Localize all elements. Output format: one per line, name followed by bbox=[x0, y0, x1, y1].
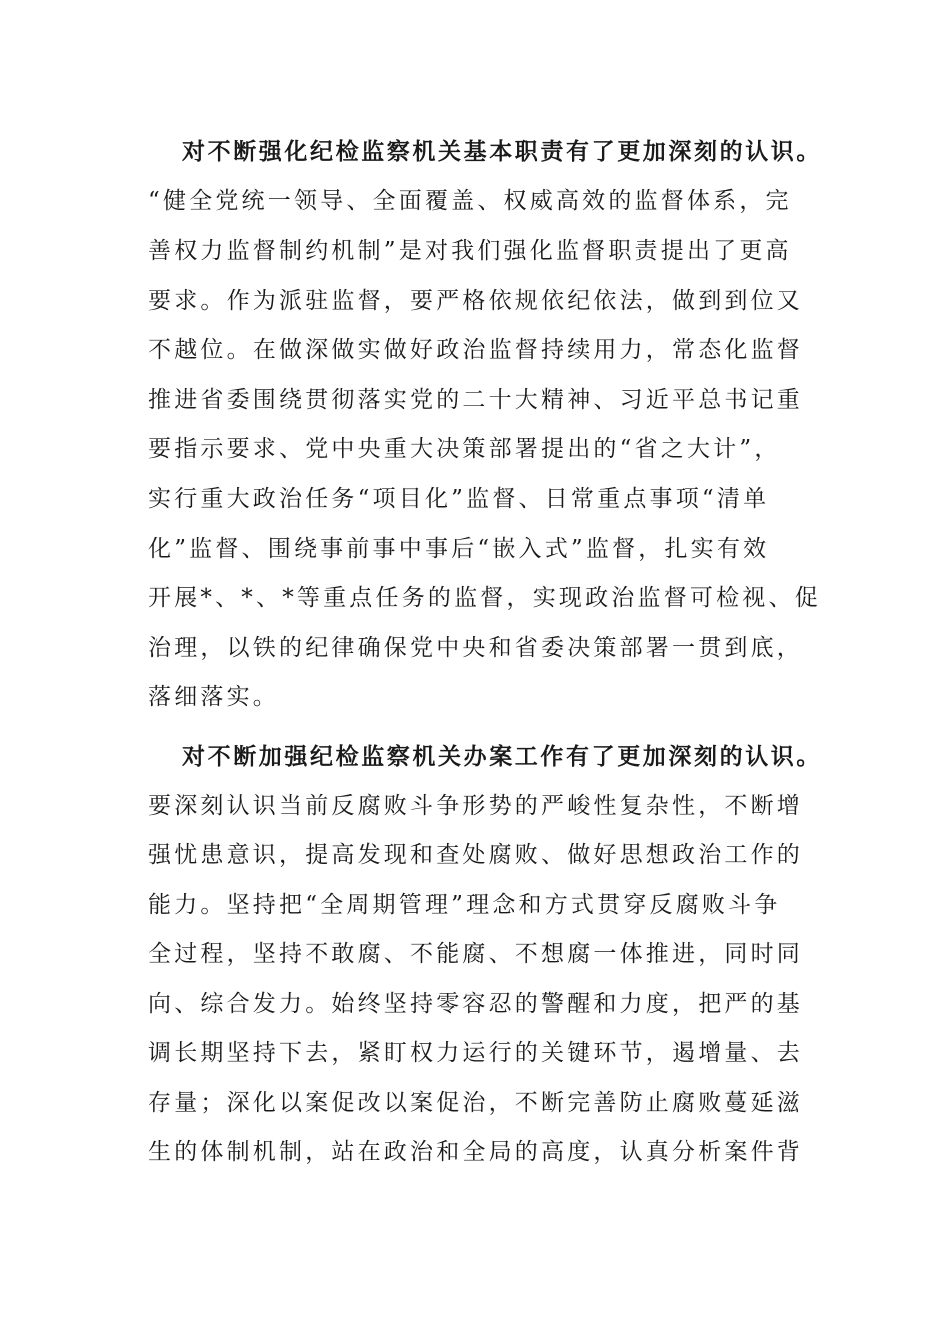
paragraph-1-line: 治理，以铁的纪律确保党中央和省委决策部署一贯到底， bbox=[148, 635, 803, 661]
paragraph-2-line: 向、综合发力。始终坚持零容忍的警醒和力度，把严的基 bbox=[148, 991, 803, 1017]
paragraph-1-line: 善权力监督制约机制”是对我们强化监督职责提出了更高 bbox=[148, 238, 792, 264]
paragraph-1-line: 不越位。在做深做实做好政治监督持续用力，常态化监督 bbox=[148, 337, 803, 363]
paragraph-1-line: 要指示要求、党中央重大决策部署提出的“省之大计”， bbox=[148, 436, 781, 462]
paragraph-1-line: “健全党统一领导、全面覆盖、权威高效的监督体系，完 bbox=[148, 188, 792, 214]
paragraph-2-line: 调长期坚持下去，紧盯权力运行的关键环节，遏增量、去 bbox=[148, 1040, 803, 1066]
paragraph-2-line: 要深刻认识当前反腐败斗争形势的严峻性复杂性，不断增 bbox=[148, 793, 803, 819]
paragraph-2-line: 存量；深化以案促改以案促治，不断完善防止腐败蔓延滋 bbox=[148, 1090, 803, 1116]
paragraph-1-line: 推进省委围绕贯彻落实党的二十大精神、习近平总书记重 bbox=[148, 387, 803, 413]
paragraph-1-heading: 对不断强化纪检监察机关基本职责有了更加深刻的认识。 bbox=[182, 138, 822, 165]
paragraph-2-line: 能力。坚持把“全周期管理”理念和方式贯穿反腐败斗争 bbox=[148, 892, 781, 918]
paragraph-1-line: 落细落实。 bbox=[148, 684, 279, 710]
paragraph-2-line: 生的体制机制，站在政治和全局的高度，认真分析案件背 bbox=[148, 1139, 803, 1165]
paragraph-2-line: 强忧患意识，提高发现和查处腐败、做好思想政治工作的 bbox=[148, 842, 803, 868]
paragraph-2-heading: 对不断加强纪检监察机关办案工作有了更加深刻的认识。 bbox=[182, 743, 822, 770]
paragraph-2-line: 全过程，坚持不敢腐、不能腐、不想腐一体推进，同时同 bbox=[148, 941, 803, 967]
paragraph-1-line: 实行重大政治任务“项目化”监督、日常重点事项“清单 bbox=[148, 486, 770, 512]
paragraph-1-line: 开展*、*、*等重点任务的监督，实现政治监督可检视、促 bbox=[148, 585, 821, 611]
paragraph-1-line: 化”监督、围绕事前事中事后“嵌入式”监督，扎实有效 bbox=[148, 536, 770, 562]
paragraph-1-line: 要求。作为派驻监督，要严格依规依纪依法，做到到位又 bbox=[148, 288, 803, 314]
